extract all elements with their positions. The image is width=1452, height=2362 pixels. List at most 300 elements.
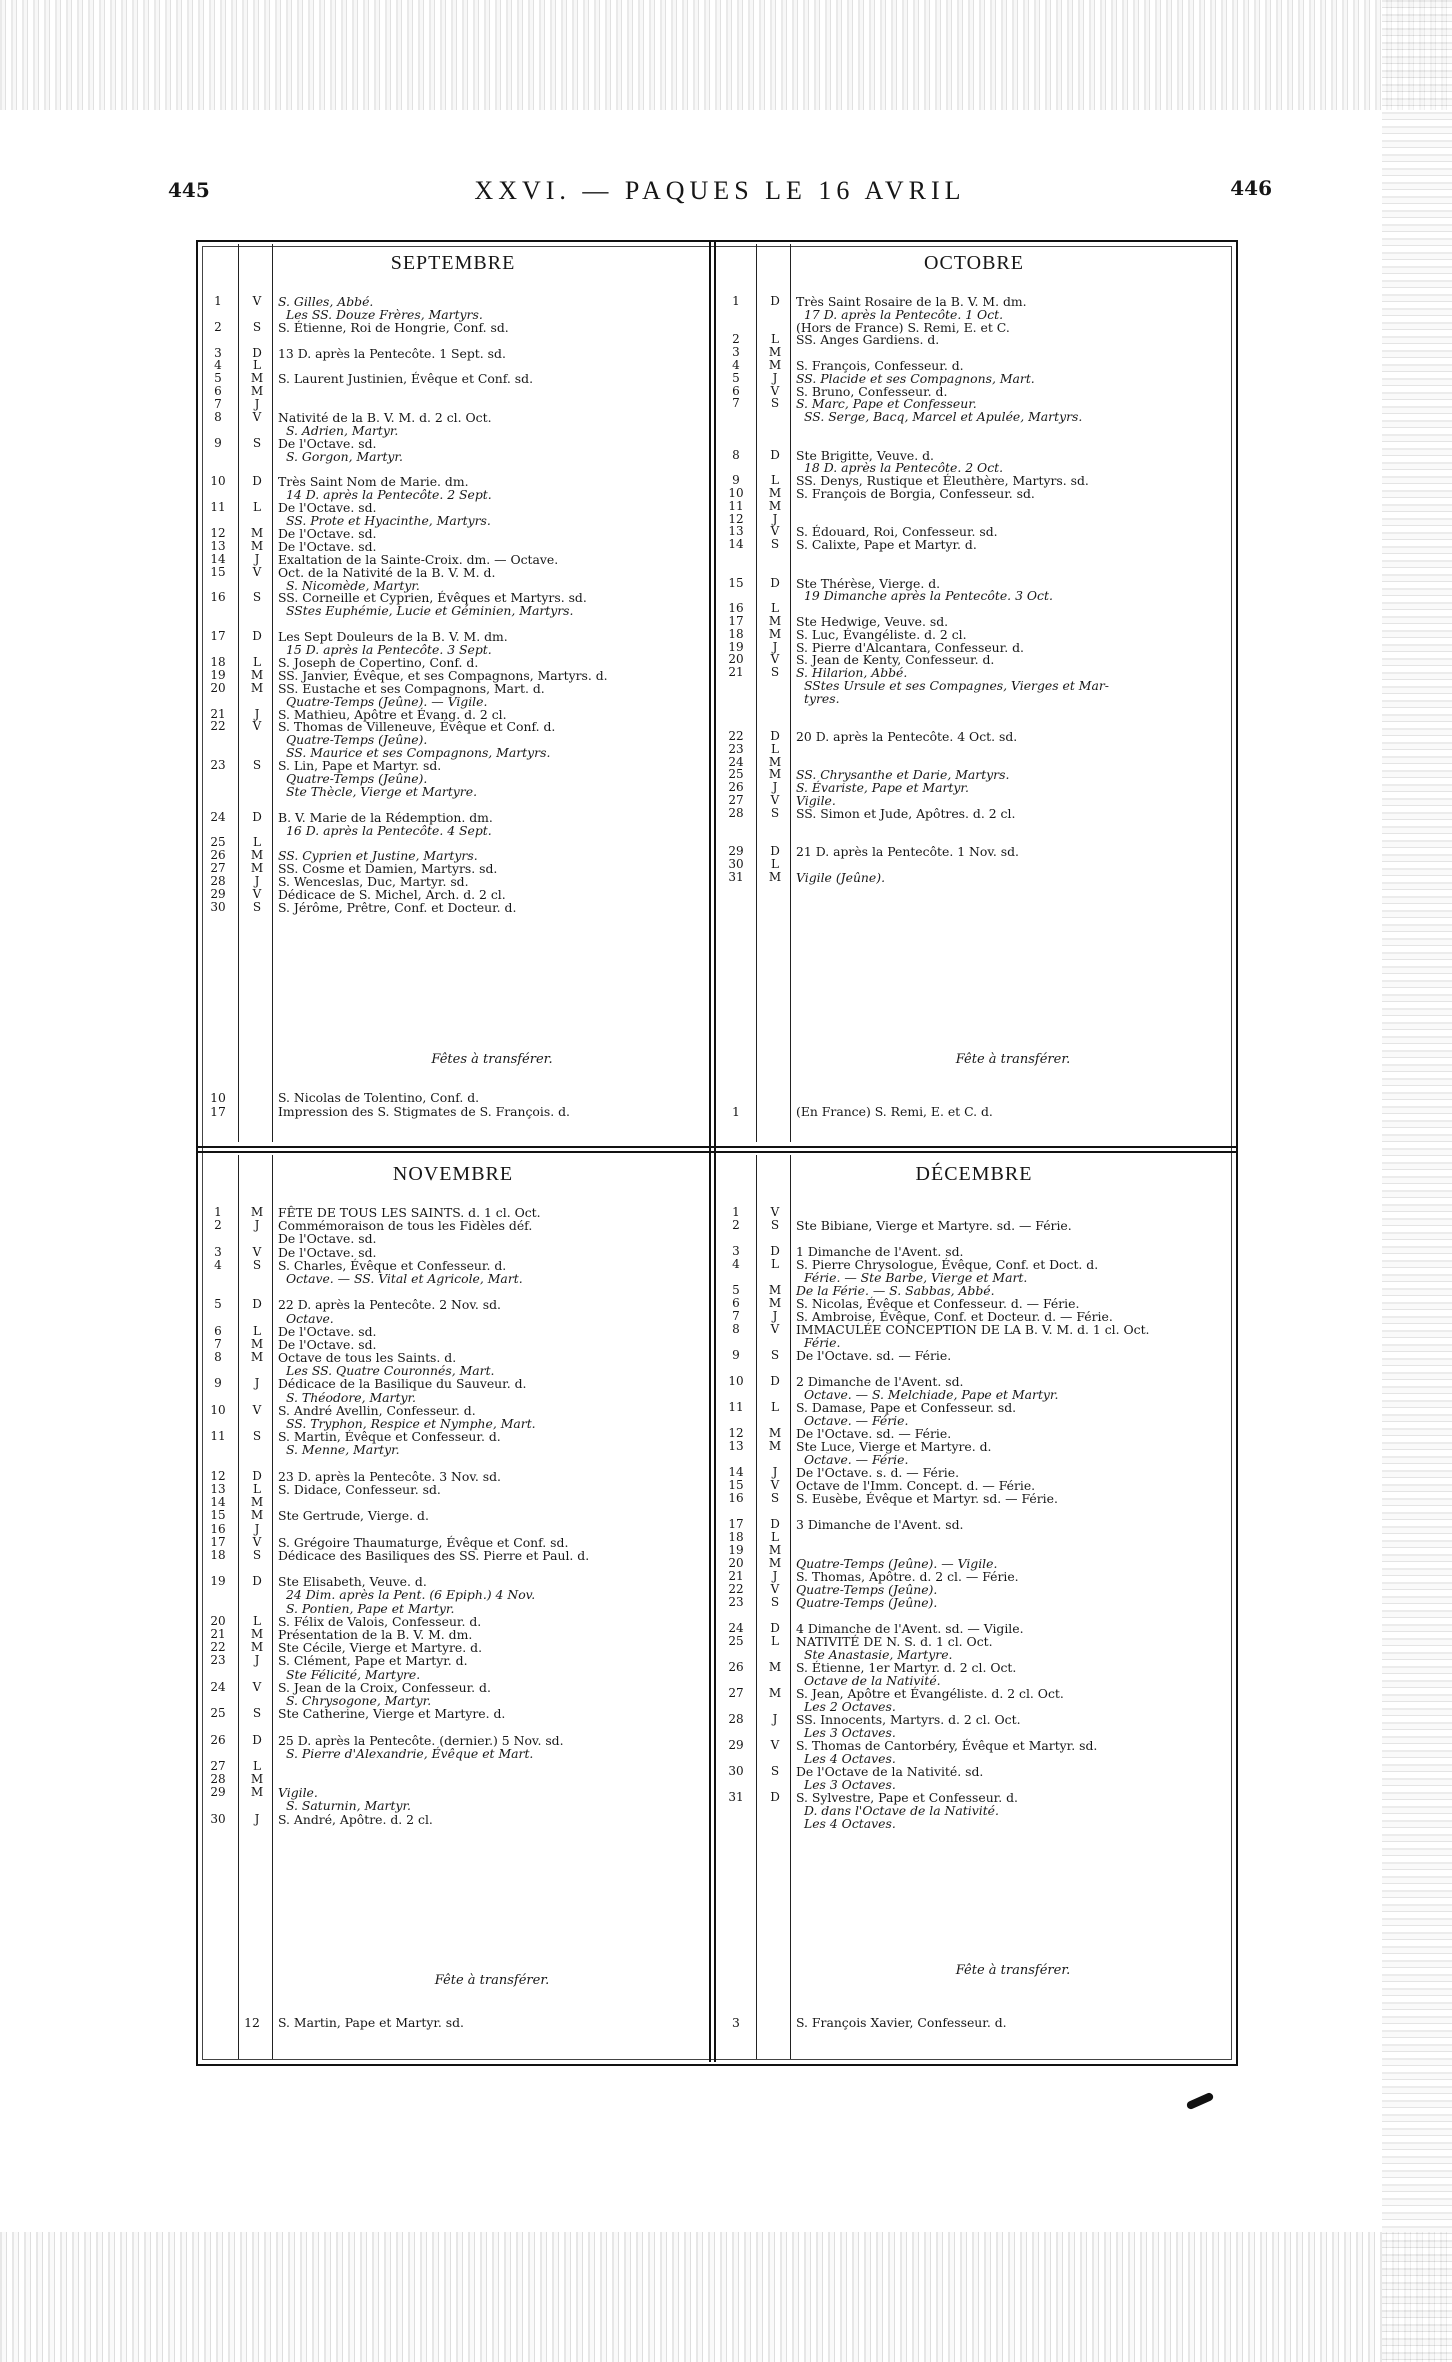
calendar-row <box>200 1270 706 1286</box>
month-october <box>718 244 1230 1142</box>
feast-entry: S. Nicomède, Martyr. <box>286 577 420 593</box>
day-number: 14 <box>210 551 226 566</box>
feast-entry: B. V. Marie de la Rédemption. dm. <box>278 809 493 825</box>
day-number: 10 <box>728 1374 744 1388</box>
day-number: 31 <box>728 869 744 884</box>
feast-entry: Ste Gertrude, Vierge. d. <box>278 1508 429 1524</box>
feast-entry: S. André, Apôtre. d. 2 cl. <box>278 1811 433 1827</box>
calendar-row <box>200 1468 706 1484</box>
day-letter: L <box>253 1323 261 1338</box>
day-number: 24 <box>728 754 744 769</box>
day-letter: D <box>252 629 262 644</box>
day-letter: M <box>768 1543 782 1557</box>
day-letter: J <box>772 370 778 385</box>
day-letter: J <box>772 1712 778 1726</box>
calendar-row <box>200 1431 706 1444</box>
day-number: 9 <box>214 1376 222 1391</box>
calendar-row <box>718 731 1230 744</box>
day-number: 26 <box>210 1732 226 1747</box>
day-number: 11 <box>728 498 744 513</box>
feast-entry: S. François, Confesseur. d. <box>796 357 964 373</box>
page-title: XXVI. — PAQUES LE 16 AVRIL <box>474 176 966 205</box>
feast-entry: 21 D. après la Pentecôte. 1 Nov. sd. <box>796 844 1019 860</box>
day-letter: D <box>770 1374 780 1388</box>
feast-entry: S. Étienne, Roi de Hongrie, Conf. sd. <box>278 319 509 335</box>
feast-entry: De l'Octave. sd. <box>278 1244 377 1260</box>
feast-entry: Octave de l'Imm. Concept. d. — Férie. <box>796 1478 1036 1493</box>
feast-entry: 19 Dimanche après la Pentecôte. 3 Oct. <box>804 588 1053 604</box>
day-number: 9 <box>214 435 222 450</box>
feast-entry: S. Gilles, Abbé. <box>278 294 374 309</box>
day-letter: L <box>253 500 261 515</box>
feast-entry: S. Jean, Apôtre et Évangéliste. d. 2 cl. Oct. <box>796 1686 1064 1701</box>
day-number: 7 <box>214 397 222 412</box>
day-letter: S <box>252 435 262 450</box>
day-letter: M <box>250 371 264 386</box>
feast-entry: Exaltation de la Sainte-Croix. dm. — Octave. <box>278 551 559 567</box>
feast-entry: S. Chrysogone, Martyr. <box>286 1692 432 1708</box>
calendar-row <box>200 1563 706 1576</box>
day-number: 19 <box>728 639 744 654</box>
day-number: 22 <box>210 719 226 734</box>
feast-entry: 24 Dim. après la Pent. (6 Epiph.) 4 Nov. <box>286 1587 536 1603</box>
calendar-row <box>718 1454 1230 1467</box>
day-letter: L <box>771 601 779 616</box>
feast-entry: Nativité de la B. V. M. d. 2 cl. Oct. <box>278 410 492 426</box>
feast-entry: De la Férie. — S. Sabbas, Abbé. <box>796 1283 995 1298</box>
month-title: DÉCEMBRE <box>915 1163 1033 1185</box>
calendar-row <box>718 1415 1230 1428</box>
day-letter: L <box>771 1634 779 1648</box>
feast-entry: S. Marc, Pape et Confesseur. <box>796 396 977 412</box>
day-letter: L <box>253 1481 261 1496</box>
feast-entry: S. Gorgon, Martyr. <box>286 448 403 464</box>
day-number: 27 <box>728 1686 744 1700</box>
day-number: 9 <box>732 473 740 488</box>
day-number: 30 <box>728 1764 744 1778</box>
day-letter: V <box>770 1738 780 1752</box>
feast-entry: S. Évariste, Pape et Martyr. <box>796 780 969 796</box>
day-number: 14 <box>728 537 744 552</box>
calendar-row <box>718 347 1230 360</box>
calendar-row <box>200 899 706 915</box>
feast-entry: De l'Octave. sd. <box>278 1231 377 1247</box>
day-letter: M <box>250 1772 264 1787</box>
calendar-row <box>718 590 1230 603</box>
day-number: 29 <box>210 1785 226 1800</box>
day-letter: L <box>253 654 261 669</box>
day-letter: L <box>253 1613 261 1628</box>
feast-entry: SStes Ursule et ses Compagnes, Vierges et Mar- <box>804 677 1109 693</box>
day-number: 24 <box>210 809 226 824</box>
day-letter: D <box>770 575 780 590</box>
day-letter: V <box>252 564 262 579</box>
day-letter: M <box>250 848 264 863</box>
day-letter: S <box>252 1257 262 1272</box>
day-number: 16 <box>210 1521 226 1536</box>
day-letter: M <box>768 1296 782 1310</box>
day-number: 13 <box>728 524 744 539</box>
calendar-row <box>718 1350 1230 1363</box>
day-number: 7 <box>732 396 740 411</box>
calendar-row <box>718 319 1230 335</box>
column-rule <box>238 1155 239 2059</box>
feast-entry: S. Bruno, Confesseur. d. <box>796 383 948 399</box>
day-number: 21 <box>728 665 744 680</box>
day-letter: D <box>770 844 780 859</box>
day-letter: J <box>254 551 260 566</box>
day-number: 12 <box>210 526 226 541</box>
calendar-row <box>200 1655 706 1668</box>
day-letter: J <box>254 1376 260 1391</box>
day-number: 1 <box>214 1205 222 1219</box>
day-number: 2 <box>732 332 740 347</box>
feast-entry: Les SS. Quatre Couronnés, Mart. <box>286 1363 495 1379</box>
day-letter: L <box>771 332 779 347</box>
calendar-row <box>718 565 1230 578</box>
day-letter: M <box>250 680 264 695</box>
day-number: 17 <box>728 1517 744 1531</box>
day-letter: J <box>772 511 778 526</box>
feast-entry: Oct. de la Nativité de la B. V. M. d. <box>278 564 496 580</box>
day-number: 22 <box>728 729 744 744</box>
calendar-row <box>718 690 1230 706</box>
day-letter: V <box>252 1534 262 1549</box>
page-number-right: 446 <box>1230 176 1272 200</box>
calendar-row <box>718 613 1230 629</box>
feast-entry: Quatre-Temps (Jeûne). — Vigile. <box>796 1556 998 1571</box>
day-letter: L <box>771 1257 779 1271</box>
day-letter: V <box>252 886 262 901</box>
calendar-row <box>718 1402 1230 1415</box>
feast-entry: Quatre-Temps (Jeûne). — Vigile. <box>286 693 488 709</box>
day-letter: M <box>250 1205 264 1219</box>
calendar-row <box>718 677 1230 693</box>
day-number: 20 <box>728 1556 744 1570</box>
calendar-row <box>718 1662 1230 1675</box>
vertical-divider <box>714 242 716 2062</box>
scan-noise-top <box>0 0 1452 110</box>
day-number: 27 <box>728 793 744 808</box>
running-head <box>168 176 1272 216</box>
feast-entry: Les 3 Octaves. <box>804 1725 896 1740</box>
transfer-day: 10 <box>210 1090 226 1105</box>
day-number: 21 <box>210 1627 226 1641</box>
day-number: 23 <box>210 1653 226 1668</box>
feast-entry: S. André Avellin, Confesseur. d. <box>278 1402 476 1418</box>
feast-entry: Ste Brigitte, Veuve. d. <box>796 447 934 463</box>
day-letter: D <box>252 1468 262 1483</box>
feast-entry: Octave de la Nativité. <box>804 1673 941 1688</box>
feast-entry: Très Saint Nom de Marie. dm. <box>278 474 469 490</box>
day-number: 18 <box>210 654 226 669</box>
calendar-row <box>718 782 1230 795</box>
feast-entry: S. Thomas, Apôtre. d. 2 cl. — Férie. <box>796 1569 1019 1584</box>
day-number: 12 <box>728 1426 744 1440</box>
calendar-row <box>718 1818 1230 1831</box>
feast-entry: S. Hilarion, Abbé. <box>796 665 908 681</box>
transfer-entry: (En France) S. Remi, E. et C. d. <box>796 1104 993 1119</box>
feast-entry: S. Thomas de Cantorbéry, Évêque et Martyr. sd. <box>796 1738 1098 1753</box>
feast-entry: S. Ambroise, Évêque, Conf. et Docteur. d. — Férie. <box>796 1309 1113 1324</box>
day-letter: S <box>252 1429 262 1444</box>
day-letter: M <box>768 1686 782 1700</box>
feast-entry: 23 D. après la Pentecôte. 3 Nov. sd. <box>278 1468 501 1484</box>
day-number: 8 <box>214 410 222 425</box>
calendar-row <box>718 1766 1230 1779</box>
day-number: 20 <box>210 1613 226 1628</box>
day-letter: M <box>250 384 264 399</box>
day-letter: M <box>768 1426 782 1440</box>
day-letter: S <box>770 1595 780 1609</box>
feast-entry: 15 D. après la Pentecôte. 3 Sept. <box>286 642 492 658</box>
feast-entry: S. Didace, Confesseur. sd. <box>278 1481 441 1497</box>
month-december <box>718 1155 1230 2059</box>
feast-entry: SS. Anges Gardiens. d. <box>796 332 940 348</box>
feast-entry: 16 D. après la Pentecôte. 4 Sept. <box>286 822 492 838</box>
calendar-row <box>200 1758 706 1774</box>
month-title: SEPTEMBRE <box>390 252 516 274</box>
day-letter: D <box>252 345 262 360</box>
feast-entry: Ste Catherine, Vierge et Martyre. d. <box>278 1706 506 1722</box>
day-letter: D <box>770 1790 780 1804</box>
feast-entry: Octave de tous les Saints. d. <box>278 1350 457 1366</box>
feast-entry: Très Saint Rosaire de la B. V. M. dm. <box>796 294 1027 309</box>
calendar-row <box>718 1636 1230 1649</box>
day-letter: D <box>770 729 780 744</box>
column-rule <box>272 1155 273 2059</box>
calendar-row <box>200 515 706 528</box>
feast-entry: (Hors de France) S. Remi, E. et C. <box>796 319 1010 335</box>
feast-entry: 22 D. après la Pentecôte. 2 Nov. sd. <box>278 1297 501 1313</box>
day-number: 19 <box>210 667 226 682</box>
day-letter: L <box>771 1530 779 1544</box>
day-number: 13 <box>210 1481 226 1496</box>
feast-entry: S. Eusèbe, Évêque et Martyr. sd. — Férie. <box>796 1491 1058 1506</box>
feast-entry: Quatre-Temps (Jeûne). <box>286 732 428 748</box>
calendar-row <box>200 1299 706 1312</box>
feast-entry: Commémoraison de tous les Fidèles déf. <box>278 1218 533 1234</box>
feast-entry: 14 D. après la Pentecôte. 2 Sept. <box>286 487 492 503</box>
calendar-row <box>718 485 1230 501</box>
day-letter: M <box>768 1439 782 1453</box>
day-letter: M <box>250 861 264 876</box>
day-letter: M <box>250 526 264 541</box>
month-title: NOVEMBRE <box>392 1163 514 1185</box>
day-number: 1 <box>214 294 222 308</box>
day-letter: M <box>250 1627 264 1641</box>
day-number: 7 <box>732 1309 740 1323</box>
day-number: 11 <box>728 1400 744 1414</box>
calendar-row <box>718 706 1230 719</box>
day-number: 10 <box>210 1402 226 1417</box>
day-letter: J <box>254 397 260 412</box>
feast-entry: S. Lin, Pape et Martyr. sd. <box>278 758 442 774</box>
feast-entry: tyres. <box>804 690 840 706</box>
day-number: 22 <box>728 1582 744 1596</box>
day-number: 6 <box>214 1323 222 1338</box>
day-number: 12 <box>210 1468 226 1483</box>
feast-entry: Octave. — Férie. <box>804 1452 909 1467</box>
day-number: 18 <box>728 1530 744 1544</box>
day-number: 25 <box>210 1706 226 1721</box>
feast-entry: 4 Dimanche de l'Avent. sd. — Vigile. <box>796 1621 1024 1636</box>
day-number: 2 <box>732 1218 740 1232</box>
day-letter: M <box>250 667 264 682</box>
day-number: 15 <box>210 1508 226 1523</box>
day-letter: S <box>770 1218 780 1232</box>
day-number: 6 <box>732 383 740 398</box>
feast-entry: S. Jérôme, Prêtre, Conf. et Docteur. d. <box>278 899 517 915</box>
feast-entry: 3 Dimanche de l'Avent. sd. <box>796 1517 964 1532</box>
day-number: 3 <box>214 1244 222 1259</box>
calendar-row <box>200 747 706 760</box>
transfer-heading: Fête à transférer. <box>434 1973 550 1988</box>
day-number: 26 <box>728 780 744 795</box>
day-letter: V <box>252 294 262 308</box>
column-rule <box>272 244 273 1142</box>
day-letter: M <box>250 1508 264 1523</box>
transfer-entry: S. Nicolas de Tolentino, Conf. d. <box>278 1090 480 1105</box>
day-letter: V <box>770 1582 780 1596</box>
day-number: 19 <box>728 1543 744 1557</box>
calendar-row <box>718 1337 1230 1350</box>
day-number: 3 <box>732 345 740 360</box>
day-number: 28 <box>210 874 226 889</box>
calendar-row <box>200 1310 706 1326</box>
day-letter: V <box>252 1244 262 1259</box>
calendar-row <box>200 1220 706 1233</box>
feast-entry: S. Joseph de Copertino, Conf. d. <box>278 654 479 670</box>
day-letter: S <box>770 805 780 820</box>
feast-entry: Dédicace des Basiliques des SS. Pierre et Paul. d. <box>278 1547 590 1563</box>
feast-entry: SS. Maurice et ses Compagnons, Martyrs. <box>286 745 551 761</box>
day-number: 31 <box>728 1790 744 1804</box>
day-letter: D <box>252 474 262 489</box>
day-number: 1 <box>732 294 740 308</box>
feast-entry: NATIVITÉ DE N. S. d. 1 cl. Oct. <box>796 1634 993 1649</box>
calendar-row <box>718 821 1230 834</box>
day-number: 25 <box>728 1634 744 1648</box>
feast-entry: SS. Placide et ses Compagnons, Mart. <box>796 370 1035 386</box>
feast-entry: Ste Luce, Vierge et Martyre. d. <box>796 1439 992 1454</box>
day-number: 1 <box>732 1205 740 1219</box>
day-letter: M <box>768 626 782 641</box>
transfer-day: 3 <box>732 2015 740 2030</box>
calendar-row <box>718 334 1230 347</box>
calendar-row <box>718 869 1230 885</box>
transfer-entry: S. François Xavier, Confesseur. d. <box>796 2015 1007 2030</box>
transfer-entry: S. Martin, Pape et Martyr. sd. <box>278 2015 464 2030</box>
calendar-row <box>718 1805 1230 1818</box>
day-number: 15 <box>210 564 226 579</box>
feast-entry: Dédicace de la Basilique du Sauveur. d. <box>278 1376 527 1392</box>
feast-entry: S. Charles, Évêque et Confesseur. d. <box>278 1257 507 1273</box>
day-number: 10 <box>728 485 744 500</box>
column-rule <box>756 244 757 1142</box>
day-number: 5 <box>214 371 222 386</box>
feast-entry: S. Pierre d'Alcantara, Confesseur. d. <box>796 639 1024 655</box>
feast-entry: SS. Cyprien et Justine, Martyrs. <box>278 848 478 864</box>
day-letter: S <box>770 665 780 680</box>
feast-entry: S. Sylvestre, Pape et Confesseur. d. <box>796 1790 1018 1805</box>
day-letter: D <box>770 1517 780 1531</box>
day-letter: S <box>252 590 262 605</box>
column-rule <box>238 244 239 1142</box>
day-number: 14 <box>210 1495 226 1510</box>
calendar-row <box>200 721 706 734</box>
calendar-row <box>718 1532 1230 1545</box>
horizontal-divider <box>196 1151 1238 1153</box>
day-number: 4 <box>732 1257 740 1271</box>
feast-entry: Ste Bibiane, Vierge et Martyre. sd. — Férie. <box>796 1218 1072 1233</box>
calendar-row <box>200 422 706 438</box>
day-letter: J <box>772 780 778 795</box>
feast-entry: 25 D. après la Pentecôte. (dernier.) 5 Nov. sd. <box>278 1732 564 1748</box>
day-number: 6 <box>214 384 222 399</box>
transfer-heading: Fêtes à transférer. <box>431 1052 553 1067</box>
feast-entry: S. Édouard, Roi, Confesseur. sd. <box>796 524 998 540</box>
feast-entry: Dédicace de S. Michel, Arch. d. 2 cl. <box>278 886 506 902</box>
day-letter: V <box>770 1322 780 1336</box>
feast-entry: S. Pierre d'Alexandrie, Évêque et Mart. <box>286 1745 534 1761</box>
feast-entry: Vigile (Jeûne). <box>796 869 886 885</box>
feast-entry: Octave. — SS. Vital et Agricole, Mart. <box>286 1270 523 1286</box>
calendar-row <box>718 1571 1230 1584</box>
calendar-row <box>718 1363 1230 1376</box>
day-letter: S <box>252 899 262 914</box>
calendar-row <box>718 552 1230 565</box>
transfer-day: 17 <box>210 1104 226 1119</box>
transfer-day: 12 <box>244 2015 260 2030</box>
feast-entry: De l'Octave. sd. — Férie. <box>796 1348 952 1363</box>
feast-entry: SS. Tryphon, Respice et Nymphe, Mart. <box>286 1416 536 1431</box>
day-letter: V <box>252 1402 262 1417</box>
day-letter: J <box>254 874 260 889</box>
day-letter: J <box>254 1218 260 1233</box>
month-rows <box>718 296 1230 885</box>
day-letter: V <box>252 410 262 425</box>
day-letter: D <box>770 1244 780 1258</box>
feast-entry: S. Calixte, Pape et Martyr. d. <box>796 537 977 553</box>
day-number: 21 <box>210 706 226 721</box>
day-letter: J <box>254 1811 260 1826</box>
calendar-row <box>718 805 1230 821</box>
feast-entry: Ste Félicité, Martyre. <box>286 1666 421 1682</box>
calendar-row <box>200 760 706 773</box>
day-number: 14 <box>728 1465 744 1479</box>
feast-entry: SS. Innocents, Martyrs. d. 2 cl. Oct. <box>796 1712 1021 1727</box>
day-letter: M <box>768 754 782 769</box>
day-number: 4 <box>214 358 222 373</box>
day-letter: V <box>252 719 262 734</box>
feast-entry: Quatre-Temps (Jeûne). <box>796 1595 938 1610</box>
feast-entry: Octave. — S. Melchiade, Pape et Martyr. <box>804 1387 1059 1402</box>
feast-entry: S. Laurent Justinien, Évêque et Conf. sd. <box>278 371 534 387</box>
calendar-row <box>200 1745 706 1761</box>
feast-entry: Ste Anastasie, Martyre. <box>804 1647 953 1662</box>
feast-entry: Ste Elisabeth, Veuve. d. <box>278 1574 427 1590</box>
calendar-row <box>200 1774 706 1787</box>
feast-entry: 13 D. après la Pentecôte. 1 Sept. sd. <box>278 345 506 361</box>
feast-entry: S. Étienne, 1er Martyr. d. 2 cl. Oct. <box>796 1660 1017 1675</box>
day-number: 10 <box>210 474 226 489</box>
feast-entry: SS. Simon et Jude, Apôtres. d. 2 cl. <box>796 805 1016 821</box>
day-letter: M <box>768 767 782 782</box>
day-letter: S <box>252 1706 262 1721</box>
month-rows <box>200 1207 706 1827</box>
day-letter: M <box>768 613 782 628</box>
